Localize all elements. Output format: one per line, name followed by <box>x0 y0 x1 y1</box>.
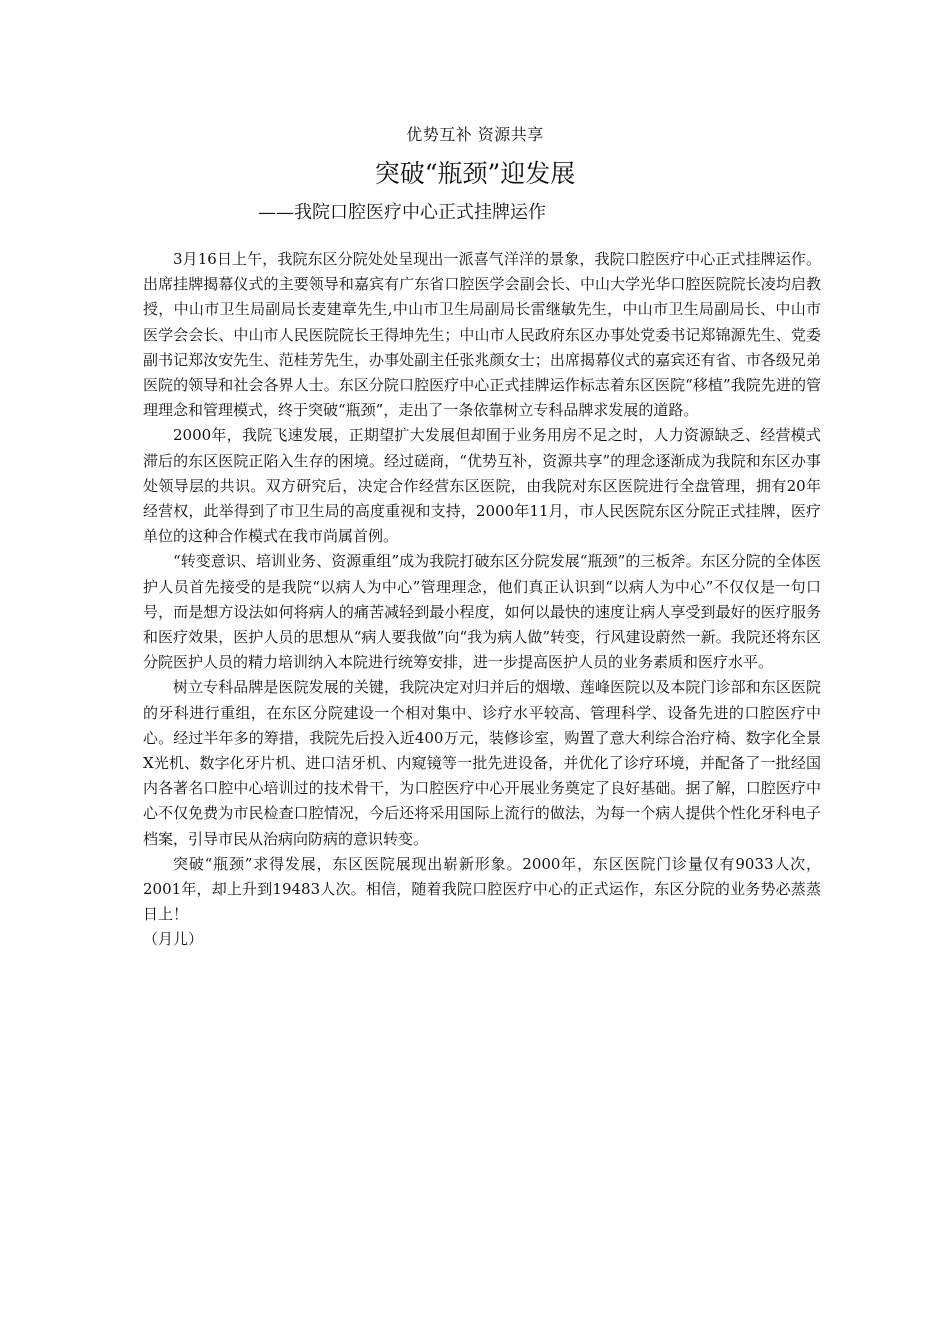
article-headline: 突破“瓶颈”迎发展 <box>374 159 576 188</box>
article-body <box>143 247 821 953</box>
article-subheadline: ——我院口腔医疗中心正式挂牌运作 <box>258 202 546 223</box>
paragraph-4: 树立专科品牌是医院发展的关键，我院决定对归并后的烟墩、莲峰医院以及本院门诊部和东区医院的牙科进行重组，在东区分院建设一个相对集中、诊疗水平较高、管理科学、设备先进的口腔医疗中心。经过半年多的筹措，我院先后投入近400万元，装修诊室，购置了意大利综合治疗椅、数字化全景X光机、数字化牙片机、进口洁牙机、内窥镜等一批先进设备，并优化了诊疗环境，并配备了一批经国内各著名口腔中心培训过的技术骨干，为口腔医疗中心开展业务奠定了良好基础。据了解，口腔医疗中心不仅免费为市民检查口腔情况，今后还将采用国际上流行的做法，为每一个病人提供个性化牙科电子档案，引导市民从治病向防病的意识转变。 <box>143 678 821 848</box>
article-kicker: 优势互补 资源共享 <box>406 125 544 144</box>
paragraph-3: “转变意识、培训业务、资源重组”成为我院打破东区分院发展“瓶颈”的三板斧。东区分院的全体医护人员首先接受的是我院“以病人为中心”管理理念，他们真正认识到“以病人为中心”不仅仅是一句口号，而是想方设法如何将病人的痛苦减轻到最小程度，如何以最快的速度让病人享受到最好的医疗服务和医疗效果，医护人员的思想从“病人要我做”向“我为病人做”转变，行风建设蔚然一新。我院还将东区分院医护人员的精力培训纳入本院进行统筹安排，进一步提高医护人员的业务素质和医疗水平。 <box>143 552 821 672</box>
paragraph-1: 3月16日上午，我院东区分院处处呈现出一派喜气洋洋的景象，我院口腔医疗中心正式挂牌运作。出席挂牌揭幕仪式的主要领导和嘉宾有广东省口腔医学会副会长、中山大学光华口腔医院院长凌均启教授，中山市卫生局副局长麦建章先生,中山市卫生局副局长雷继敏先生，中山市卫生局副局长、中山市医学会会长、中山市人民医院院长王得坤先生；中山市人民政府东区办事处党委书记郑锦源先生、党委副书记郑汝安先生、范桂芳先生，办事处副主任张兆颜女士；出席揭幕仪式的嘉宾还有省、市各级兄弟医院的领导和社会各界人士。东区分院口腔医疗中心正式挂牌运作标志着东区医院“移植”我院先进的管理理念和管理模式，终于突破“瓶颈”，走出了一条依靠树立专科品牌求发展的道路。 <box>143 250 821 420</box>
article-byline: （月儿） <box>143 930 204 949</box>
paragraph-5: 突破“瓶颈”求得发展，东区医院展现出崭新形象。2000年，东区医院门诊量仅有9033人次，2001年，却上升到19483人次。相信，随着我院口腔医疗中心的正式运作，东区分院的业务势必蒸蒸日上！ <box>143 854 821 924</box>
paragraph-2: 2000年，我院飞速发展，正期望扩大发展但却囿于业务用房不足之时，人力资源缺乏、经营模式滞后的东区医院正陷入生存的困境。经过磋商，“优势互补，资源共享”的理念逐渐成为我院和东区办事处领导层的共识。双方研究后，决定合作经营东区医院，由我院对东区医院进行全盘管理，拥有20年经营权，此举得到了市卫生局的高度重视和支持，2000年11月，市人民医院东区分院正式挂牌，医疗单位的这种合作模式在我市尚属首例。 <box>143 426 821 546</box>
